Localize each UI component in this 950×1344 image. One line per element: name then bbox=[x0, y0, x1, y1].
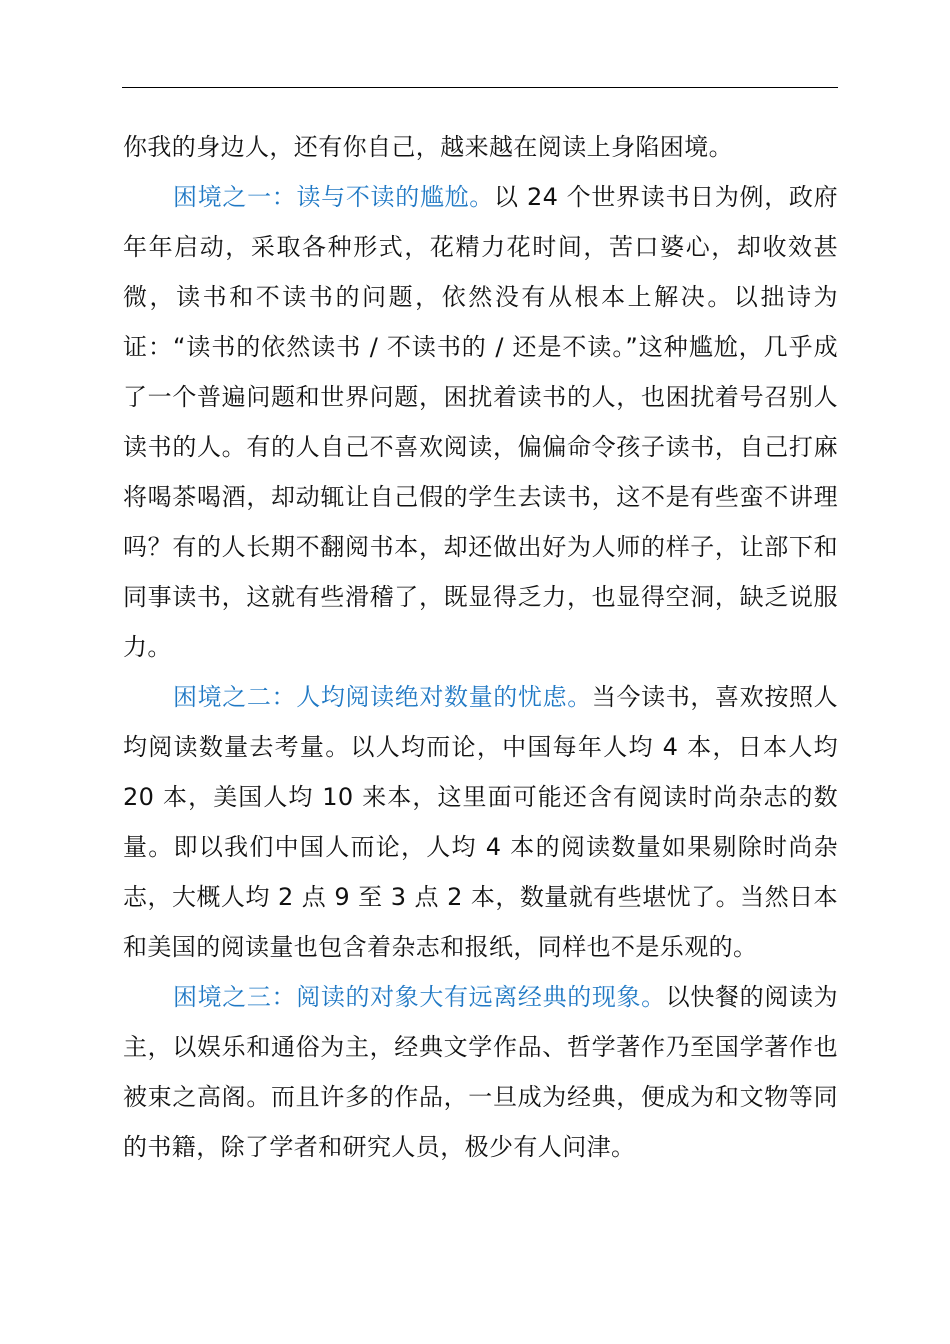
document-body bbox=[123, 122, 838, 1172]
dilemma-three-body: 以快餐的阅读为主，以娱乐和通俗为主，经典文学作品、哲学著作乃至国学著作也被束之高阁。而且许多的作品，一旦成为经典，便成为和文物等同的书籍，除了学者和研究人员，极少有人问津。 bbox=[123, 983, 838, 1161]
paragraph-dilemma-three bbox=[123, 972, 838, 1172]
header-rule bbox=[122, 87, 838, 88]
dilemma-two-heading: 困境之二：人均阅读绝对数量的忧虑。 bbox=[173, 683, 592, 711]
intro-paragraph: 你我的身边人，还有你自己，越来越在阅读上身陷困境。 bbox=[123, 133, 733, 161]
paragraph-dilemma-one bbox=[123, 172, 838, 672]
dilemma-two-body: 当今读书，喜欢按照人均阅读数量去考量。以人均而论，中国每年人均 4 本，日本人均 20 本，美国人均 10 来本，这里面可能还含有阅读时尚杂志的数量。即以我们中国人而论，人均 4 本的阅读数量如果剔除时尚杂志，大概人均 2 点 9 至 3 点 2 本，数量就有些堪忧了。当然日本和美国的阅读量也包含着杂志和报纸，同样也不是乐观的。 bbox=[123, 683, 839, 961]
dilemma-three-heading: 困境之三：阅读的对象大有远离经典的现象。 bbox=[173, 983, 666, 1011]
paragraph-dilemma-two bbox=[123, 672, 838, 972]
dilemma-one-body: 以 24 个世界读书日为例，政府年年启动，采取各种形式，花精力花时间，苦口婆心，却收效甚微，读书和不读书的问题，依然没有从根本上解决。以拙诗为证：“读书的依然读书 / 不读书的 / 还是不读。”这种尴尬，几乎成了一个普遍问题和世界问题，困扰着读书的人，也困扰着号召别人读书的人。有的人自己不喜欢阅读，偏偏命令孩子读书，自己打麻将喝茶喝酒，却动辄让自己假的学生去读书，这不是有些蛮不讲理吗？有的人长期不翻阅书本，却还做出好为人师的样子，让部下和同事读书，这就有些滑稽了，既显得乏力，也显得空洞，缺乏说服力。 bbox=[123, 183, 838, 661]
dilemma-one-heading: 困境之一：读与不读的尴尬。 bbox=[173, 183, 494, 211]
